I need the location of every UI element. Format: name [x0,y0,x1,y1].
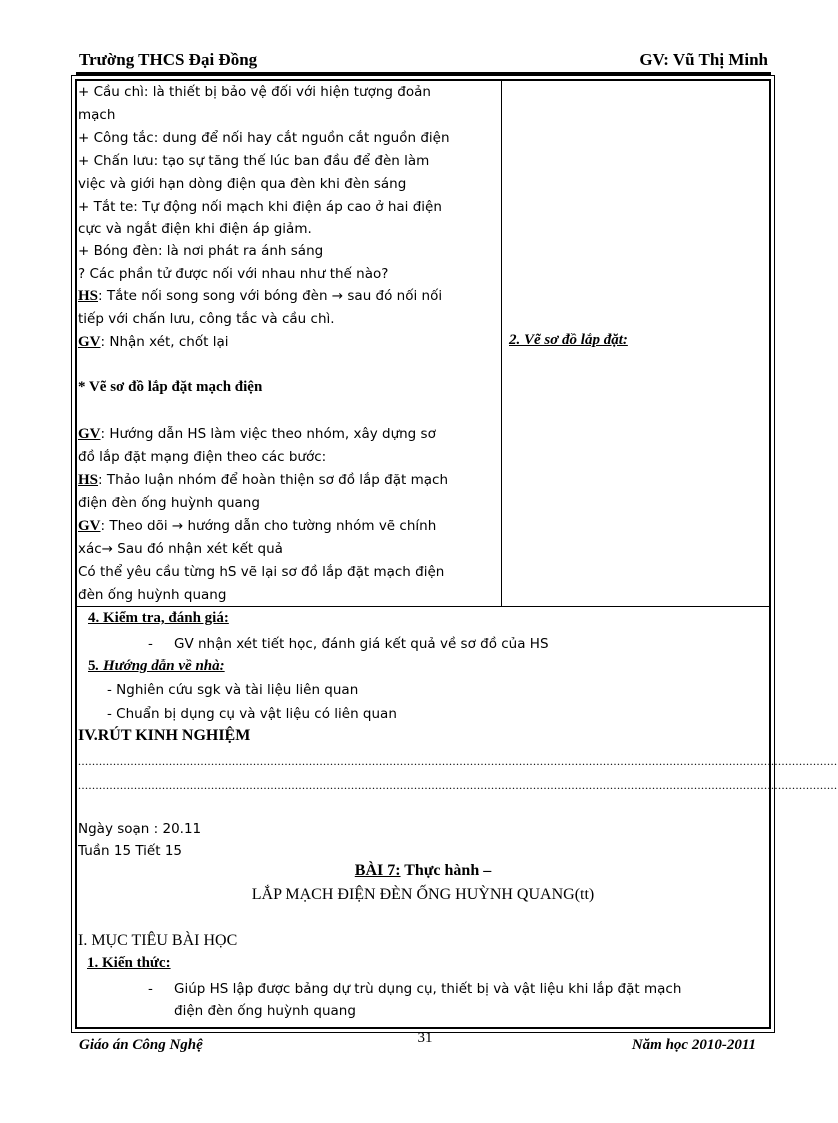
line-text: Có thể yêu cầu từng hS vẽ lại sơ đồ lắp đặt mạch điện [78,564,445,580]
section-iv-title: IV.RÚT KINH NGHIỆM [78,727,251,744]
table-left-line [78,449,326,465]
table-left-line [78,495,260,511]
lesson-date: Ngày soạn : 20.11 [78,821,202,837]
table-left-line [78,334,228,351]
dotted-line-2: ......................................................................................................................................................................................................................... [78,778,838,792]
table-left-line [78,518,436,535]
speaker-tag: GV [78,518,101,534]
table-left-line [78,587,226,603]
table-left-line [78,426,436,443]
table-left-line [78,107,115,123]
table-left-line [78,153,429,169]
section5-title: . Hướng dẫn về nhà: [95,658,225,674]
section5-item-2: - Chuẩn bị dụng cụ và vật liệu có liên quan [107,706,397,722]
table-left-line [78,472,448,489]
section4-title: . Kiểm tra, đánh giá: [95,610,229,626]
table-left-line [78,541,283,557]
line-text: đồ lắp đặt mạng điện theo các bước: [78,449,327,465]
table-left-line [78,379,262,396]
table-column-divider [501,79,502,607]
line-text: xác→ Sau đó nhận xét kết quả [78,541,283,557]
line-text: ? Các phần tử được nối với nhau như thế nào? [78,266,389,282]
table-left-line [78,564,444,580]
table-left-line [78,130,450,146]
section5-heading [88,658,225,675]
line-text: tiếp với chấn lưu, công tắc và cầu chì. [78,311,335,327]
table-left-line [78,288,442,305]
line-text: + Cầu chì: là thiết bị bảo vệ đối với hiện tượng đoản [78,84,431,100]
table-left-line [78,221,312,237]
goal-dash: - [148,981,153,997]
subsection-heading: * Vẽ sơ đồ lắp đặt mạch điện [78,379,263,395]
line-text: + Tắt te: Tự động nối mạch khi điện áp cao ở hai điện [78,199,442,215]
footer-subject: Giáo án Công Nghệ [79,1037,203,1053]
line-text: + Bóng đèn: là nơi phát ra ánh sáng [78,243,324,259]
table-left-line [78,311,335,327]
section4-heading [88,610,229,627]
table-left-line [78,84,431,100]
speaker-tag: HS [78,288,99,304]
lesson-bai-title: Thực hành – [400,862,492,879]
speaker-tag: HS [78,472,99,488]
line-text: + Công tắc: dung để nối hay cắt nguồn cắt nguồn điện [78,130,450,146]
right-column-heading: 2. Vẽ sơ đồ lắp đặt: [509,332,628,348]
lesson-subtitle: LẮP MẠCH ĐIỆN ĐÈN ỐNG HUỲNH QUANG(tt) [251,886,595,903]
goal-line-1: Giúp HS lập được bảng dự trù dụng cụ, thiết bị và vật liệu khi lắp đặt mạch [174,981,682,997]
goal-line-2: điện đèn ống huỳnh quang [174,1003,356,1019]
dotted-line-1: ......................................................................................................................................................................................................................... [78,754,838,768]
header-school: Trường THCS Đại Đồng [79,50,258,69]
lesson-week: Tuần 15 Tiết 15 [78,843,182,859]
speaker-tag: GV [78,334,101,350]
lesson-bai-label: BÀI 7: [354,862,401,879]
line-text: việc và giới hạn dòng điện qua đèn khi đèn sáng [78,176,407,192]
footer-school-year: Năm học 2010-2011 [631,1037,756,1053]
line-text: đèn ống huỳnh quang [78,587,227,603]
header-teacher: GV: Vũ Thị Minh [639,50,768,69]
footer-page-number: 31 [417,1030,433,1046]
line-text: + Chấn lưu: tạo sự tăng thế lúc ban đầu để đèn làm [78,153,430,169]
section-i-title: I. MỤC TIÊU BÀI HỌC [78,932,238,949]
line-text: : Theo dõi → hướng dẫn cho tường nhóm vẽ chính [100,518,437,534]
table-left-line [78,176,406,192]
table-left-line [78,243,323,259]
section5-item-1: - Nghiên cứu sgk và tài liệu liên quan [107,682,359,698]
line-text: điện đèn ống huỳnh quang [78,495,260,511]
line-text: cực và ngắt điện khi điện áp giảm. [78,221,312,237]
lesson-title-line [75,862,771,880]
table-left-line [78,266,388,282]
line-text: mạch [78,107,116,123]
section5-number: 5 [88,658,96,674]
line-text: : Nhận xét, chốt lại [100,334,229,350]
line-text: : Thảo luận nhóm để hoàn thiện sơ đồ lắp đặt mạch [98,472,448,488]
knowledge-heading: 1. Kiến thức: [87,955,171,971]
section4-item: GV nhận xét tiết học, đánh giá kết quả về sơ đồ của HS [174,636,549,652]
line-text: : Hướng dẫn HS làm việc theo nhóm, xây dựng sơ [100,426,436,442]
section4-number: 4 [88,610,96,626]
speaker-tag: GV [78,426,101,442]
line-text: : Tắte nối song song với bóng đèn → sau đó nối nối [98,288,443,304]
section4-dash: - [148,636,153,652]
table-left-line [78,199,442,215]
